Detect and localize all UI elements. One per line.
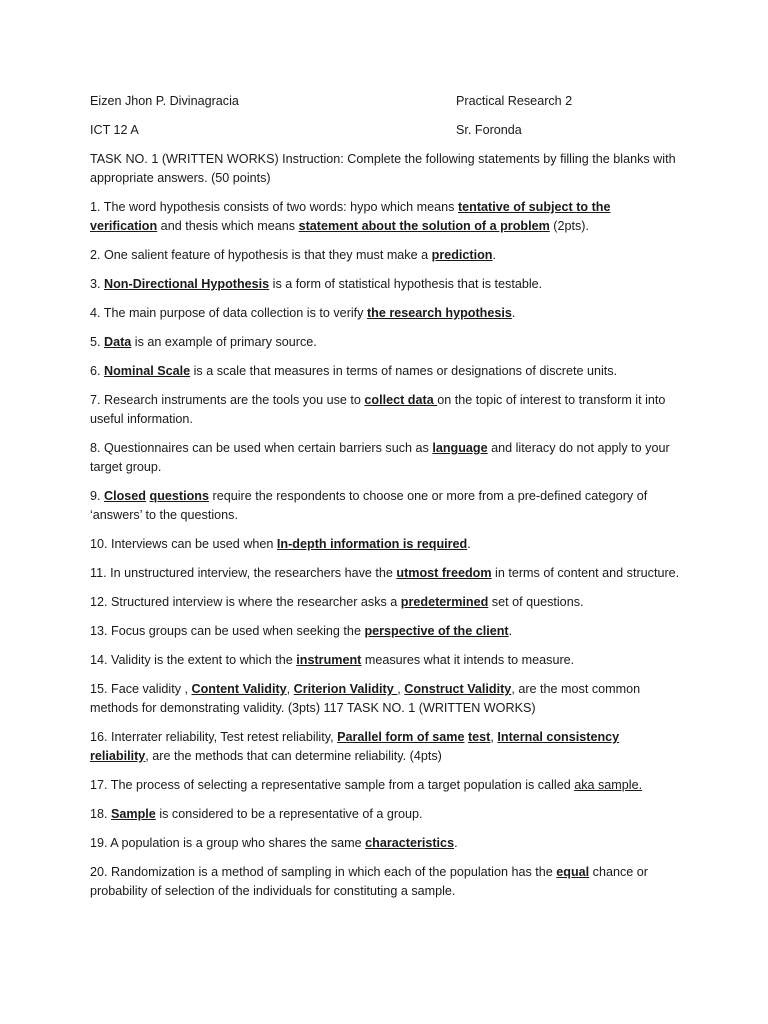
answer-text: Content Validity: [191, 682, 287, 697]
answer-text: statement about the solution of a problem: [298, 218, 550, 233]
statement-text: 6.: [90, 364, 105, 379]
statement-text: (2pts).: [549, 218, 589, 233]
statement-text: 5.: [90, 335, 105, 350]
question-item: [90, 246, 680, 265]
answer-text: language: [432, 441, 488, 456]
question-item: [90, 834, 680, 853]
answer-text: characteristics: [365, 836, 455, 851]
answer-text: test: [467, 730, 491, 745]
answer-text: In-depth information is required: [276, 536, 468, 551]
statement-text: .: [508, 624, 513, 639]
question-item: [90, 776, 680, 795]
statement-text: in terms of content and structure.: [491, 566, 680, 581]
answer-text: Criterion Validity: [293, 682, 398, 697]
statement-text: set of questions.: [488, 595, 584, 610]
statement-text: and literacy do not apply to your target group.: [90, 441, 670, 474]
statement-text: 14. Validity is the extent to which the: [90, 653, 297, 668]
statement-text: and thesis which means: [157, 218, 299, 233]
statement-text: chance or probability of selection of the individuals for constituting a sample.: [90, 865, 648, 899]
statement-text: is a form of statistical hypothesis that is testable.: [269, 276, 543, 291]
statement-text: 12. Structured interview is where the researcher asks a: [90, 595, 401, 610]
question-item: [90, 535, 680, 554]
question-item: [90, 362, 680, 381]
statement-text: 20. Randomization is a method of sampling in which each of the population has the: [90, 865, 557, 880]
statement-text: .: [511, 305, 516, 320]
answer-text: Parallel form of same: [337, 730, 465, 745]
answer-text: prediction: [431, 247, 493, 262]
statement-text: 16. Interrater reliability, Test retest reliability,: [90, 730, 338, 745]
answer-text: Non-Directional Hypothesis: [104, 276, 270, 291]
statement-text: 10. Interviews can be used when: [90, 536, 277, 551]
statement-text: 13. Focus groups can be used when seeking the: [90, 624, 365, 639]
answer-text: Sample: [111, 807, 156, 822]
statement-text: measures what it intends to measure.: [361, 653, 575, 668]
statement-text: ,: [286, 682, 294, 697]
student-name: Eizen Jhon P. Divinagracia: [90, 94, 239, 108]
answer-text: predetermined: [400, 595, 489, 610]
statement-text: .: [492, 247, 496, 262]
statement-text: .: [467, 536, 471, 551]
question-item: [90, 198, 680, 236]
statement-text: 1. The word hypothesis consists of two words: hypo which means: [90, 199, 458, 214]
statement-text: 2. One salient feature of hypothesis is that they must make a: [90, 247, 432, 262]
section-name: ICT 12 A: [90, 123, 139, 137]
statement-text: 9.: [90, 489, 105, 504]
statement-text: require the respondents to choose one or more from a pre-defined category of ‘answers’ to the questions.: [90, 489, 648, 522]
answer-text: aka sample.: [574, 778, 643, 793]
teacher-name: Sr. Foronda: [456, 123, 522, 137]
statement-text: 17. The process of selecting a representative sample from a target population is called: [90, 778, 575, 793]
answer-text: tentative of subject to the verification: [90, 199, 611, 233]
answer-text: Data: [104, 335, 132, 350]
statement-text: 3.: [90, 276, 105, 291]
statement-text: 15. Face validity ,: [90, 682, 192, 697]
answer-text: Construct Validity: [404, 682, 512, 697]
question-item: [90, 275, 680, 294]
answer-text: Nominal Scale: [104, 364, 191, 379]
statement-text: 8. Questionnaires can be used when certain barriers such as: [90, 441, 433, 456]
question-item: [90, 805, 680, 824]
statement-text: ,: [397, 682, 405, 697]
answer-text: the research hypothesis: [366, 305, 512, 320]
question-item: [90, 863, 680, 901]
answer-text: utmost freedom: [396, 566, 492, 581]
answer-text: questions: [149, 489, 209, 504]
question-item: [90, 304, 680, 323]
question-item: [90, 651, 680, 670]
answer-text: Closed: [104, 489, 147, 504]
question-item: [90, 487, 680, 525]
question-item: [90, 564, 680, 583]
header-row-2: [90, 121, 678, 140]
statement-text: is a scale that measures in terms of names or designations of discrete units.: [190, 364, 618, 379]
answer-text: instrument: [296, 653, 362, 668]
statement-text: 18.: [90, 807, 112, 822]
question-item: [90, 439, 680, 477]
question-item: [90, 622, 680, 641]
question-item: [90, 728, 680, 766]
statement-text: 7. Research instruments are the tools you use to: [90, 393, 365, 408]
statement-text: .: [454, 836, 458, 851]
statement-text: on the topic of interest to transform it into useful information.: [90, 393, 666, 427]
statement-text: TASK NO. 1 (WRITTEN WORKS) Instruction: Complete the following statements by filling the blanks with appropriate answers. (50 points): [90, 152, 676, 185]
statement-text: 4. The main purpose of data collection is to verify: [90, 305, 367, 320]
question-item: [90, 333, 680, 352]
question-item: [90, 680, 680, 718]
statement-text: 11. In unstructured interview, the researchers have the: [90, 566, 397, 581]
answer-text: collect data: [364, 393, 438, 408]
statement-text: 19. A population is a group who shares the same: [90, 836, 366, 851]
statement-text: is considered to be a representative of a group.: [155, 807, 423, 822]
answer-text: Internal consistency reliability: [90, 730, 620, 764]
statement-text: is an example of primary source.: [131, 335, 317, 350]
statement-text: , are the most common methods for demonstrating validity. (3pts) 117 TASK NO. 1 (WRITTEN WORKS): [90, 682, 641, 716]
statement-text: , are the methods that can determine reliability. (4pts): [145, 749, 442, 764]
question-item: [90, 593, 680, 612]
answer-text: perspective of the client: [364, 624, 509, 639]
question-item: [90, 391, 680, 429]
document-body: [90, 150, 680, 911]
subject-name: Practical Research 2: [456, 94, 573, 108]
answer-text: equal: [556, 865, 590, 880]
task-instruction: [90, 150, 680, 188]
statement-text: ,: [490, 730, 498, 745]
header-row-1: [90, 92, 678, 111]
